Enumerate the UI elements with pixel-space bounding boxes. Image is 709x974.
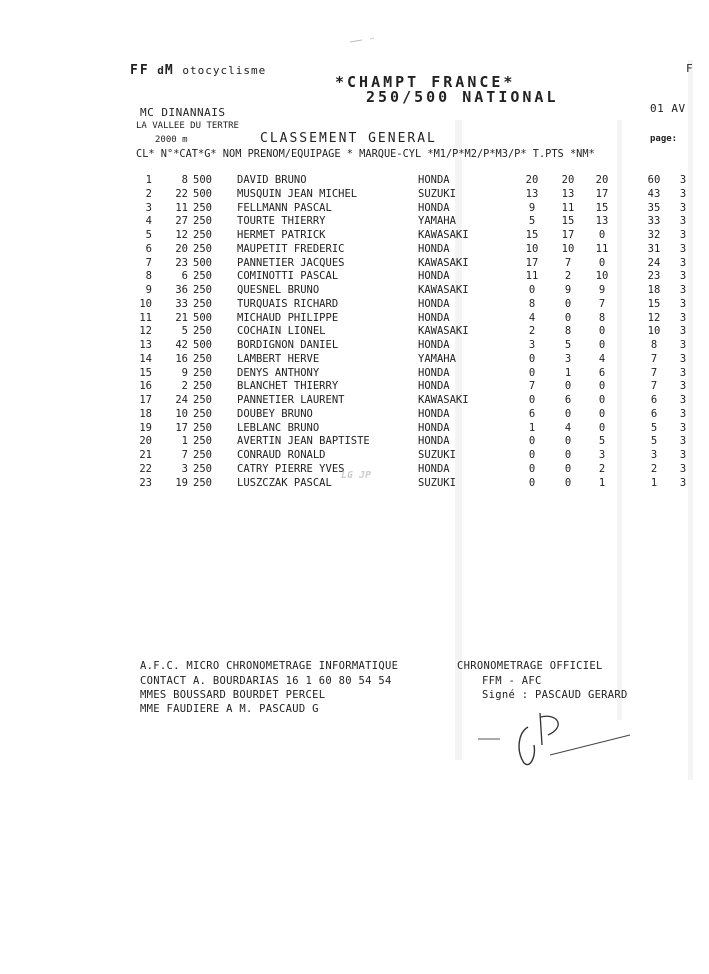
total-points-cell: 10 [647, 325, 661, 338]
rider-name-cell: DENYS ANTHONY [237, 366, 320, 379]
race3-points-cell: 20 [595, 174, 609, 186]
race2-points-cell: 15 [561, 215, 575, 228]
timing-staff-2: MME FAUDIERE A M. PASCAUD G [140, 703, 319, 715]
races-count-cell: 3 [679, 174, 687, 186]
rider-name-cell: DAVID BRUNO [237, 174, 307, 186]
race1-points-cell: 0 [528, 352, 536, 365]
rider-name-cell: FELLMANN PASCAL [237, 201, 332, 214]
races-count-cell: 3 [679, 297, 687, 310]
category-cell: 250 [193, 407, 212, 420]
column-headers: CL* N°*CAT*G* NOM PRENOM/EQUIPAGE * MARQUE-CYL *M1/P*M2/P*M3/P* T.PTS *NM* [136, 148, 595, 160]
race1-points-cell: 4 [528, 311, 536, 324]
make-cell: HONDA [418, 380, 450, 393]
total-points-cell: 33 [647, 215, 661, 228]
total-points-cell: 43 [647, 187, 661, 200]
position-cell: 12 [139, 325, 152, 338]
rider-name-cell: TURQUAIS RICHARD [237, 297, 339, 310]
venue-name: LA VALLEE DU TERTRE [136, 121, 239, 131]
make-cell: HONDA [418, 174, 450, 186]
race1-points-cell: 13 [525, 187, 539, 200]
rider-name-cell: QUESNEL BRUNO [237, 284, 320, 296]
table-row [0, 188, 709, 202]
total-points-cell: 7 [650, 380, 658, 393]
total-points-cell: 3 [650, 449, 658, 461]
category-cell: 250 [193, 421, 212, 434]
position-cell: 19 [139, 421, 152, 434]
page-label: page: [650, 134, 678, 144]
make-cell: HONDA [418, 270, 450, 283]
table-row [0, 229, 709, 243]
position-cell: 1 [145, 174, 152, 186]
table-row [0, 174, 709, 188]
position-cell: 10 [139, 297, 152, 310]
rider-number-cell: 17 [175, 421, 188, 434]
race1-points-cell: 0 [528, 366, 536, 379]
category-cell: 250 [193, 366, 212, 379]
position-cell: 5 [145, 229, 152, 241]
races-count-cell: 3 [679, 311, 687, 324]
table-row [0, 243, 709, 257]
make-cell: KAWASAKI [418, 394, 469, 406]
races-count-cell: 3 [679, 394, 687, 406]
position-cell: 22 [139, 462, 152, 475]
rider-number-cell: 3 [181, 462, 188, 475]
category-cell: 250 [193, 394, 212, 406]
category-cell: 500 [193, 187, 212, 200]
position-cell: 14 [139, 352, 152, 365]
make-cell: HONDA [418, 435, 450, 448]
race3-points-cell: 0 [598, 421, 606, 434]
make-cell: HONDA [418, 297, 450, 310]
total-points-cell: 8 [650, 339, 658, 351]
official-timing-label: CHRONOMETRAGE OFFICIEL [457, 660, 603, 672]
race3-points-cell: 0 [598, 380, 606, 393]
rider-number-cell: 33 [175, 297, 188, 310]
races-count-cell: 3 [679, 229, 687, 241]
category-cell: 500 [193, 339, 212, 351]
watermark-stamp [333, 470, 379, 502]
watermark-text: LG JP [340, 470, 372, 481]
races-count-cell: 3 [679, 380, 687, 393]
position-cell: 3 [145, 201, 152, 214]
race2-points-cell: 17 [561, 229, 575, 241]
rider-number-cell: 8 [181, 174, 188, 186]
race2-points-cell: 1 [564, 366, 572, 379]
position-cell: 15 [139, 366, 152, 379]
race3-points-cell: 7 [598, 297, 606, 310]
rider-number-cell: 21 [175, 311, 188, 324]
races-count-cell: 3 [679, 366, 687, 379]
total-points-cell: 1 [650, 476, 658, 489]
position-cell: 17 [139, 394, 152, 406]
rider-name-cell: MUSQUIN JEAN MICHEL [237, 187, 358, 200]
event-title-line1: *CHAMPT FRANCE* [335, 73, 516, 91]
federation-suffix: otocyclisme [182, 64, 267, 77]
make-cell: HONDA [418, 407, 450, 420]
rider-number-cell: 16 [175, 352, 188, 365]
rider-name-cell: PANNETIER JACQUES [237, 256, 345, 269]
race3-points-cell: 0 [598, 256, 606, 269]
race3-points-cell: 0 [598, 229, 606, 241]
races-count-cell: 3 [679, 352, 687, 365]
total-points-cell: 7 [650, 366, 658, 379]
total-points-cell: 60 [647, 174, 661, 186]
rider-number-cell: 36 [175, 284, 188, 296]
race1-points-cell: 20 [525, 174, 539, 186]
races-count-cell: 3 [679, 339, 687, 351]
timing-staff-1: MMES BOUSSARD BOURDET PERCEL [140, 689, 326, 701]
category-cell: 250 [193, 325, 212, 338]
races-count-cell: 3 [679, 187, 687, 200]
rider-number-cell: 6 [181, 270, 188, 283]
race2-points-cell: 9 [564, 284, 572, 296]
position-cell: 13 [139, 339, 152, 351]
rider-name-cell: LEBLANC BRUNO [237, 421, 320, 434]
race1-points-cell: 6 [528, 407, 536, 420]
category-cell: 500 [193, 311, 212, 324]
rider-name-cell: BORDIGNON DANIEL [237, 339, 339, 351]
rider-name-cell: MAUPETIT FREDERIC [237, 242, 345, 255]
race1-points-cell: 0 [528, 284, 536, 296]
race2-points-cell: 4 [564, 421, 572, 434]
rider-number-cell: 24 [175, 394, 188, 406]
race2-points-cell: 0 [564, 462, 572, 475]
table-row [0, 449, 709, 463]
races-count-cell: 3 [679, 421, 687, 434]
make-cell: HONDA [418, 201, 450, 214]
races-count-cell: 3 [679, 201, 687, 214]
rider-name-cell: LUSZCZAK PASCAL [237, 476, 332, 489]
race2-points-cell: 6 [564, 394, 572, 406]
race2-points-cell: 20 [561, 174, 575, 186]
make-cell: SUZUKI [418, 476, 456, 489]
total-points-cell: 18 [647, 284, 661, 296]
race3-points-cell: 10 [595, 270, 609, 283]
races-count-cell: 3 [679, 462, 687, 475]
category-cell: 250 [193, 449, 212, 461]
race1-points-cell: 2 [528, 325, 536, 338]
race3-points-cell: 13 [595, 215, 609, 228]
race3-points-cell: 2 [598, 462, 606, 475]
position-cell: 11 [139, 311, 152, 324]
event-title-line2: 250/500 NATIONAL [366, 88, 559, 106]
position-cell: 20 [139, 435, 152, 448]
total-points-cell: 31 [647, 242, 661, 255]
total-points-cell: 5 [650, 421, 658, 434]
race2-points-cell: 0 [564, 449, 572, 461]
table-row [0, 215, 709, 229]
category-cell: 250 [193, 297, 212, 310]
category-cell: 250 [193, 352, 212, 365]
total-points-cell: 6 [650, 407, 658, 420]
rider-name-cell: MICHAUD PHILIPPE [237, 311, 339, 324]
federation-name [130, 63, 266, 78]
rider-number-cell: 10 [175, 407, 188, 420]
race1-points-cell: 0 [528, 476, 536, 489]
official-timing-body: FFM - AFC [482, 675, 542, 687]
race3-points-cell: 3 [598, 449, 606, 461]
official-signatory: Signé : PASCAUD GERARD [482, 689, 628, 701]
make-cell: HONDA [418, 242, 450, 255]
total-points-cell: 35 [647, 201, 661, 214]
races-count-cell: 3 [679, 435, 687, 448]
rider-name-cell: COCHAIN LIONEL [237, 325, 326, 338]
total-points-cell: 7 [650, 352, 658, 365]
races-count-cell: 3 [679, 407, 687, 420]
race3-points-cell: 5 [598, 435, 606, 448]
race1-points-cell: 5 [528, 215, 536, 228]
corner-mark: F [686, 62, 694, 75]
race3-points-cell: 0 [598, 394, 606, 406]
event-date: 01 AV [650, 102, 686, 115]
race2-points-cell: 0 [564, 297, 572, 310]
race3-points-cell: 1 [598, 476, 606, 489]
table-row [0, 284, 709, 298]
make-cell: YAMAHA [418, 352, 456, 365]
position-cell: 9 [145, 284, 152, 296]
races-count-cell: 3 [679, 256, 687, 269]
race3-points-cell: 0 [598, 325, 606, 338]
category-cell: 250 [193, 242, 212, 255]
table-row [0, 353, 709, 367]
make-cell: SUZUKI [418, 187, 456, 200]
table-row [0, 422, 709, 436]
category-cell: 250 [193, 380, 212, 393]
table-row [0, 298, 709, 312]
race3-points-cell: 15 [595, 201, 609, 214]
distance: 2000 m [155, 135, 188, 145]
rider-number-cell: 19 [175, 476, 188, 489]
rider-number-cell: 9 [181, 366, 188, 379]
federation-initial: M [164, 63, 175, 78]
race2-points-cell: 5 [564, 339, 572, 351]
rider-name-cell: TOURTE THIERRY [237, 215, 326, 228]
race1-points-cell: 1 [528, 421, 536, 434]
rider-number-cell: 22 [175, 187, 188, 200]
race1-points-cell: 0 [528, 394, 536, 406]
make-cell: HONDA [418, 366, 450, 379]
position-cell: 2 [145, 187, 152, 200]
race2-points-cell: 13 [561, 187, 575, 200]
category-cell: 500 [193, 256, 212, 269]
total-points-cell: 2 [650, 462, 658, 475]
rider-name-cell: LAMBERT HERVE [237, 352, 320, 365]
race2-points-cell: 3 [564, 352, 572, 365]
table-row [0, 367, 709, 381]
position-cell: 21 [139, 449, 152, 461]
position-cell: 23 [139, 476, 152, 489]
position-cell: 4 [145, 215, 152, 228]
races-count-cell: 3 [679, 242, 687, 255]
category-cell: 250 [193, 284, 212, 296]
rider-number-cell: 1 [181, 435, 188, 448]
rider-name-cell: AVERTIN JEAN BAPTISTE [237, 435, 370, 448]
total-points-cell: 6 [650, 394, 658, 406]
rider-number-cell: 20 [175, 242, 188, 255]
position-cell: 18 [139, 407, 152, 420]
race1-points-cell: 7 [528, 380, 536, 393]
category-cell: 250 [193, 270, 212, 283]
table-row [0, 380, 709, 394]
race2-points-cell: 10 [561, 242, 575, 255]
race1-points-cell: 11 [525, 270, 539, 283]
races-count-cell: 3 [679, 325, 687, 338]
make-cell: SUZUKI [418, 449, 456, 461]
federation-middle: d [157, 64, 165, 77]
category-cell: 250 [193, 462, 212, 475]
race3-points-cell: 17 [595, 187, 609, 200]
race2-points-cell: 8 [564, 325, 572, 338]
club-name: MC DINANNAIS [140, 106, 226, 119]
races-count-cell: 3 [679, 449, 687, 461]
position-cell: 16 [139, 380, 152, 393]
race2-points-cell: 0 [564, 311, 572, 324]
rider-name-cell: CATRY PIERRE YVES [237, 462, 345, 475]
rider-name-cell: DOUBEY BRUNO [237, 407, 313, 420]
category-cell: 250 [193, 476, 212, 489]
make-cell: KAWASAKI [418, 325, 469, 338]
make-cell: HONDA [418, 462, 450, 475]
race3-points-cell: 0 [598, 407, 606, 420]
race3-points-cell: 11 [595, 242, 609, 255]
total-points-cell: 24 [647, 256, 661, 269]
category-cell: 500 [193, 174, 212, 186]
federation-prefix: FF [130, 63, 150, 78]
table-row [0, 339, 709, 353]
race2-points-cell: 11 [561, 201, 575, 214]
rider-name-cell: PANNETIER LAURENT [237, 394, 345, 406]
signature-image [470, 705, 650, 775]
race1-points-cell: 8 [528, 297, 536, 310]
races-count-cell: 3 [679, 270, 687, 283]
rider-number-cell: 7 [181, 449, 188, 461]
total-points-cell: 12 [647, 311, 661, 324]
race2-points-cell: 0 [564, 407, 572, 420]
race3-points-cell: 4 [598, 352, 606, 365]
race1-points-cell: 9 [528, 201, 536, 214]
make-cell: HONDA [418, 339, 450, 351]
race3-points-cell: 8 [598, 311, 606, 324]
rider-number-cell: 5 [181, 325, 188, 338]
race1-points-cell: 0 [528, 435, 536, 448]
section-title: CLASSEMENT GENERAL [260, 131, 437, 146]
table-row [0, 270, 709, 284]
table-row [0, 408, 709, 422]
race2-points-cell: 0 [564, 435, 572, 448]
races-count-cell: 3 [679, 284, 687, 296]
table-row [0, 435, 709, 449]
rider-name-cell: HERMET PATRICK [237, 229, 326, 241]
make-cell: YAMAHA [418, 215, 456, 228]
rider-number-cell: 2 [181, 380, 188, 393]
rider-number-cell: 27 [175, 215, 188, 228]
race1-points-cell: 15 [525, 229, 539, 241]
position-cell: 6 [145, 242, 152, 255]
rider-name-cell: CONRAUD RONALD [237, 449, 326, 461]
race2-points-cell: 7 [564, 256, 572, 269]
rider-name-cell: COMINOTTI PASCAL [237, 270, 339, 283]
position-cell: 7 [145, 256, 152, 269]
race1-points-cell: 3 [528, 339, 536, 351]
scan-specks [340, 36, 390, 46]
timing-company: A.F.C. MICRO CHRONOMETRAGE INFORMATIQUE [140, 660, 399, 672]
rider-number-cell: 11 [175, 201, 188, 214]
table-row [0, 312, 709, 326]
category-cell: 250 [193, 201, 212, 214]
races-count-cell: 3 [679, 476, 687, 489]
race1-points-cell: 0 [528, 462, 536, 475]
race1-points-cell: 10 [525, 242, 539, 255]
category-cell: 250 [193, 229, 212, 241]
total-points-cell: 32 [647, 229, 661, 241]
timing-contact: CONTACT A. BOURDARIAS 16 1 60 80 54 54 [140, 675, 392, 687]
make-cell: HONDA [418, 421, 450, 434]
make-cell: KAWASAKI [418, 229, 469, 241]
race1-points-cell: 17 [525, 256, 539, 269]
total-points-cell: 5 [650, 435, 658, 448]
position-cell: 8 [145, 270, 152, 283]
race3-points-cell: 9 [598, 284, 606, 296]
category-cell: 250 [193, 435, 212, 448]
table-row [0, 394, 709, 408]
table-row [0, 325, 709, 339]
make-cell: KAWASAKI [418, 256, 469, 269]
total-points-cell: 23 [647, 270, 661, 283]
race3-points-cell: 6 [598, 366, 606, 379]
rider-number-cell: 23 [175, 256, 188, 269]
make-cell: KAWASAKI [418, 284, 469, 296]
races-count-cell: 3 [679, 215, 687, 228]
race2-points-cell: 0 [564, 476, 572, 489]
rider-name-cell: BLANCHET THIERRY [237, 380, 339, 393]
table-row [0, 202, 709, 216]
race2-points-cell: 0 [564, 380, 572, 393]
race2-points-cell: 2 [564, 270, 572, 283]
race1-points-cell: 0 [528, 449, 536, 461]
category-cell: 250 [193, 215, 212, 228]
total-points-cell: 15 [647, 297, 661, 310]
make-cell: HONDA [418, 311, 450, 324]
table-row [0, 257, 709, 271]
race3-points-cell: 0 [598, 339, 606, 351]
rider-number-cell: 12 [175, 229, 188, 241]
rider-number-cell: 42 [175, 339, 188, 351]
